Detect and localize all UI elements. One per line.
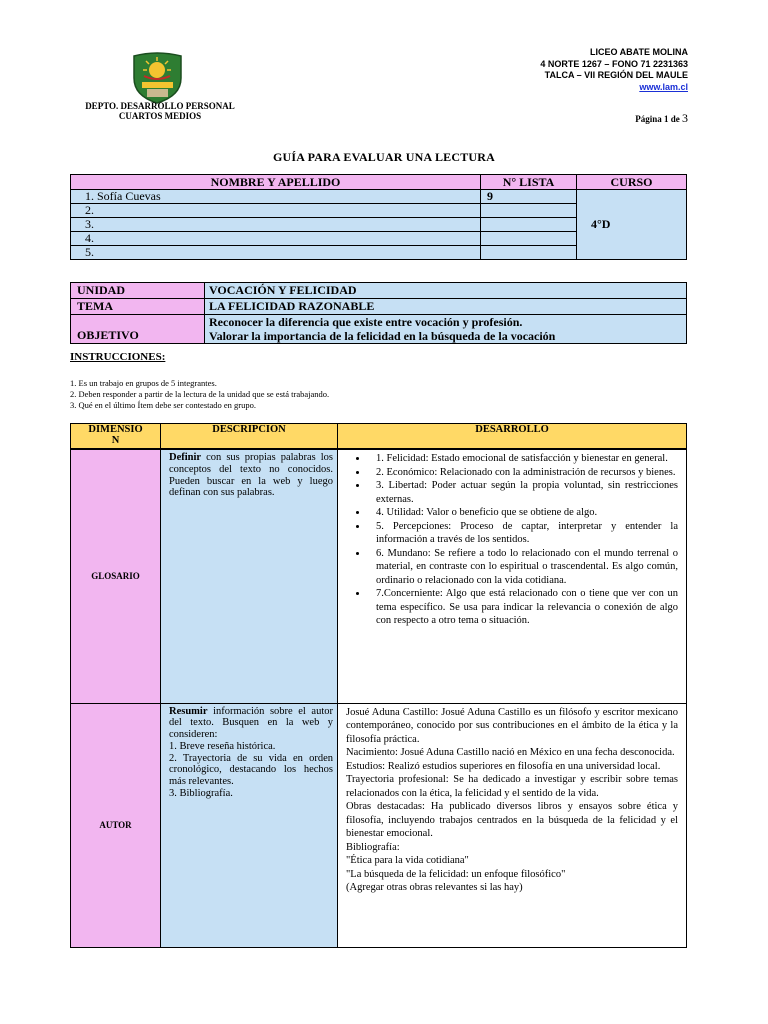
page-total: 3 (682, 111, 688, 125)
glossary-list (346, 452, 678, 628)
student-name[interactable]: 2. (71, 204, 481, 218)
department-name: DEPTO. DESARROLLO PERSONAL (85, 101, 235, 111)
header-list-number: N° LISTA (481, 175, 577, 190)
header-dimension-line: DIMENSIO (88, 424, 143, 435)
author-description (161, 703, 338, 947)
school-logo (130, 52, 185, 104)
author-point: 1. Breve reseña histórica. (169, 740, 276, 752)
course-level: CUARTOS MEDIOS (118, 111, 202, 121)
glossary-item: • 3. Libertad: Poder actuar según la propia voluntad, sin restricciones externas. (368, 479, 678, 506)
student-name[interactable]: 5. (71, 246, 481, 260)
department-info (60, 101, 260, 121)
author-point: 3. Bibliografía. (169, 788, 233, 800)
unit-value: VOCACIÓN Y FELICIDAD (205, 283, 687, 299)
author-verb: Resumir (169, 705, 208, 717)
objective-label: OBJETIVO (71, 315, 205, 344)
school-city: TALCA – VII REGIÓN DEL MAULE (544, 70, 688, 80)
topic-value: LA FELICIDAD RAZONABLE (205, 299, 687, 315)
student-name[interactable]: 3. (71, 218, 481, 232)
header-course: CURSO (577, 175, 687, 190)
dimension-author: AUTOR (71, 703, 161, 947)
glossary-item: • 4. Utilidad: Valor o beneficio que se obtiene de algo. (368, 506, 678, 520)
student-list-number[interactable] (481, 232, 577, 246)
page-label: Página 1 de (635, 114, 680, 124)
unit-label: UNIDAD (71, 283, 205, 299)
header-dimension (71, 424, 161, 450)
student-list-number[interactable] (481, 204, 577, 218)
author-note: (Agregar otras obras relevantes si las hay) (346, 882, 523, 893)
topic-label: TEMA (71, 299, 205, 315)
student-list-number[interactable] (481, 246, 577, 260)
evaluation-table (70, 423, 687, 948)
glossary-development[interactable] (338, 449, 687, 703)
glossary-item: • 2. Económico: Relacionado con la administración de recursos y bienes. (368, 466, 678, 480)
author-paragraph: Nacimiento: Josué Aduna Castillo nació en México en una fecha desconocida. (346, 747, 675, 758)
unit-table (70, 282, 687, 344)
student-list-number[interactable] (481, 218, 577, 232)
glossary-description (161, 449, 338, 703)
school-address: 4 NORTE 1267 – FONO 71 2231363 (540, 58, 688, 69)
school-info (540, 47, 688, 93)
instruction-item: 3. Qué en el último Ítem debe ser contestado en grupo. (70, 400, 256, 410)
page-number (635, 111, 688, 126)
course-value[interactable]: 4°D (577, 190, 687, 260)
header-description: DESCRIPCION (161, 424, 338, 450)
glossary-item: • 5. Percepciones: Proceso de captar, interpretar y entender la información a través de los sentidos. (368, 520, 678, 547)
glossary-instruction: con sus propias palabras los conceptos del texto no conocidos. Pueden buscar en la web y luego definan con sus palabras. (169, 452, 333, 499)
instruction-item: 2. Deben responder a partir de la lectura de la unidad que se está trabajando. (70, 389, 330, 399)
instructions-list (70, 378, 329, 411)
author-book: "La búsqueda de la felicidad: un enfoque filosófico" (346, 868, 566, 880)
author-book: "Ética para la vida cotidiana" (346, 855, 469, 866)
objective-line: Reconocer la diferencia que existe entre vocación y profesión. (209, 315, 523, 329)
student-name[interactable]: 4. (71, 232, 481, 246)
author-instruction: información sobre el autor del texto. Busquen en la web y consideren: (169, 705, 333, 741)
author-paragraph: Estudios: Realizó estudios superiores en filosofía en una universidad local. (346, 760, 661, 772)
glossary-item: • 6. Mundano: Se refiere a todo lo relacionado con el mundo terrenal o material, en contraste con lo espiritual o trascendental. Es algo común, ordinario o relacionado con la vida cotidiana. (368, 547, 678, 588)
instruction-item: 1. Es un trabajo en grupos de 5 integrantes. (70, 378, 217, 388)
author-paragraph: Bibliografía: (346, 841, 400, 853)
author-paragraph: Obras destacadas: Ha publicado diversos libros y ensayos sobre ética y filosofía, incluyendo trabajos centrados en la búsqueda de la felicidad y el bienestar emocional. (346, 801, 678, 839)
student-list-number[interactable]: 9 (481, 190, 577, 204)
header-dimension-line: N (111, 435, 120, 446)
objective-line: Valorar la importancia de la felicidad en la búsqueda de la vocación (209, 329, 556, 343)
author-paragraph: Josué Aduna Castillo: Josué Aduna Castillo es un filósofo y escritor mexicano contemporáneo, conocido por sus contribuciones en el ámbito de la ética y la filosofía práctica. (346, 706, 678, 745)
instructions-heading: INSTRUCCIONES: (70, 351, 166, 363)
header-name: NOMBRE Y APELLIDO (71, 175, 481, 190)
document-title: GUÍA PARA EVALUAR UNA LECTURA (272, 150, 496, 164)
author-point: 2. Trayectoria de su vida en orden cronológico, destacando los hechos más relevantes. (169, 752, 333, 788)
objective-value (205, 315, 687, 344)
author-development[interactable] (338, 703, 687, 947)
glossary-item: • 7.Concerniente: Algo que está relacionado con o tiene que ver con un tema específico. Se usa para indicar la relevancia o conexión de algo con respecto a otro tema o situación. (368, 587, 678, 628)
header-development: DESARROLLO (338, 424, 687, 450)
students-table (70, 174, 687, 260)
school-name: LICEO ABATE MOLINA (590, 47, 688, 57)
dimension-glossary: GLOSARIO (71, 449, 161, 703)
glossary-verb: Definir (169, 452, 202, 463)
author-paragraph: Trayectoria profesional: Se ha dedicado a investigar y escribir sobre temas relacionados con la ética, la felicidad y el sentido de la vida. (346, 774, 678, 799)
school-website-link[interactable]: www.lam.cl (639, 81, 688, 92)
glossary-item: • 1. Felicidad: Estado emocional de satisfacción y bienestar en general. (368, 452, 678, 466)
student-name[interactable]: 1. Sofía Cuevas (71, 190, 481, 204)
